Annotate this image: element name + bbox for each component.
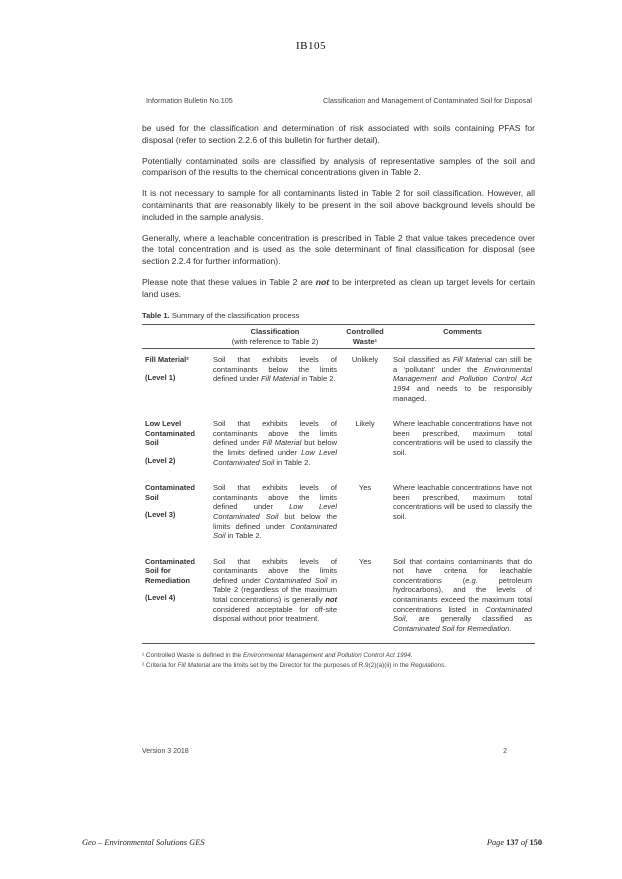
bulletin-number: Information Bulletin No.105 [146,96,233,105]
soil-category: Low Level Contaminated Soil (Level 2) [142,413,210,477]
document-footer [82,838,542,847]
document-stamp: IB105 [296,40,326,52]
paragraph: Generally, where a leachable concentration is prescribed in Table 2 that value takes precedence over the total concentration and is used as the sole determinant of final classification for disposal (see section 2.2.4 for further information). [142,232,535,267]
version-label: Version 3 2018 [142,748,189,755]
page-counter: Page 137 of 150 [486,838,542,847]
paragraph: Potentially contaminated soils are classified by analysis of representative samples of the soil and comparison of the results to the chemical concentrations given in Table 2. [142,155,535,178]
table-row [142,477,535,551]
header-blank [142,325,210,349]
comment-cell: Where leachable concentrations have not been prescribed, maximum total concentrations will be used to classify the soil. [393,483,532,521]
paragraph: It is not necessary to sample for all contaminants listed in Table 2 for soil classification. However, all contaminants that are reasonably likely to be present in the soil above background levels should be included in the sample analysis. [142,188,535,222]
paragraph: be used for the classification and determination of risk associated with soils containing PFAS for disposal (refer to section 2.2.6 of this bulletin for further detail). [142,123,535,145]
controlled-waste-value: Likely [355,419,375,429]
note-paragraph: Please note that these values in Table 2 are not to be interpreted as clean up target levels for certain land uses. [142,276,536,299]
classification-description: Soil that exhibits levels of contaminants below the limits defined under Fill Material in Table 2. [213,355,337,384]
page-footer [142,748,535,755]
note-emphasis: not [315,276,330,287]
soil-category: Contaminated Soil for Remediation (Level 4) [142,551,210,644]
controlled-waste-value: Yes [340,551,390,644]
bulletin-title: Classification and Management of Contaminated Soil for Disposal [323,96,532,105]
level-label: (Level 2) [145,455,176,465]
table-caption: Table 1. Summary of the classification process [142,311,300,320]
classification-description: Soil that exhibits levels of contaminants above the limits defined under Low Level Contaminated Soil but below the limits defined under Contaminated Soil in Table 2. [213,483,337,541]
controlled-waste-value: Yes [358,483,372,493]
soil-category: Contaminated Soil (Level 3) [142,477,210,551]
classification-description: Soil that exhibits levels of contaminants above the limits defined under Fill Material but below the limits defined under Low Level Contaminated Soil in Table 2. [213,419,337,467]
inner-page-number: 2 [503,748,507,755]
comment-cell: Where leachable concentrations have not been prescribed, maximum total concentrations will be used to classify the soil. [393,419,532,457]
table-row [142,349,535,413]
header-controlled-waste: Controlled Waste¹ [340,325,390,349]
footnote-1: ¹ Controlled Waste is defined in the Environmental Management and Pollution Control Act 1994. [142,652,413,659]
company-name: Geo – Environmental Solutions GES [82,838,205,847]
soil-category: Fill Material² (Level 1) [142,349,210,413]
header-comments: Comments [390,325,535,349]
level-label: (Level 3) [145,510,176,520]
level-label: (Level 4) [145,593,176,603]
body-text [142,123,535,310]
comment-cell: Soil classified as Fill Material can still be a ‘pollutant’ under the Environmental Management and Pollution Control Act 1994 and needs to be responsibly managed. [393,355,532,403]
table-row [142,551,535,644]
classification-table [142,324,535,644]
level-label: (Level 1) [145,372,176,382]
classification-description: Soil that exhibits levels of contaminants above the limits defined under Contaminated Soil in Table 2 (regardless of the maximum total concentrations) is generally not considered acceptable for off-site disposal without prior treatment. [210,551,340,644]
comment-cell: Soil that contains contaminants that do not have criteria for leachable concentrations (e.g. petroleum hydrocarbons), and the levels of contaminants exceed the maximum total concentrations listed in Contaminated Soil, are generally classified as Contaminated Soil for Remediation. [390,551,535,644]
table-header-row [142,325,535,349]
table-row [142,413,535,477]
controlled-waste-value: Unlikely [351,355,379,365]
footnote-2: ² Criteria for Fill Material are the limits set by the Director for the purposes of R.9(2)(a)(ii) in the Regulations. [142,662,447,669]
header-classification: Classification (with reference to Table 2) [210,325,340,349]
